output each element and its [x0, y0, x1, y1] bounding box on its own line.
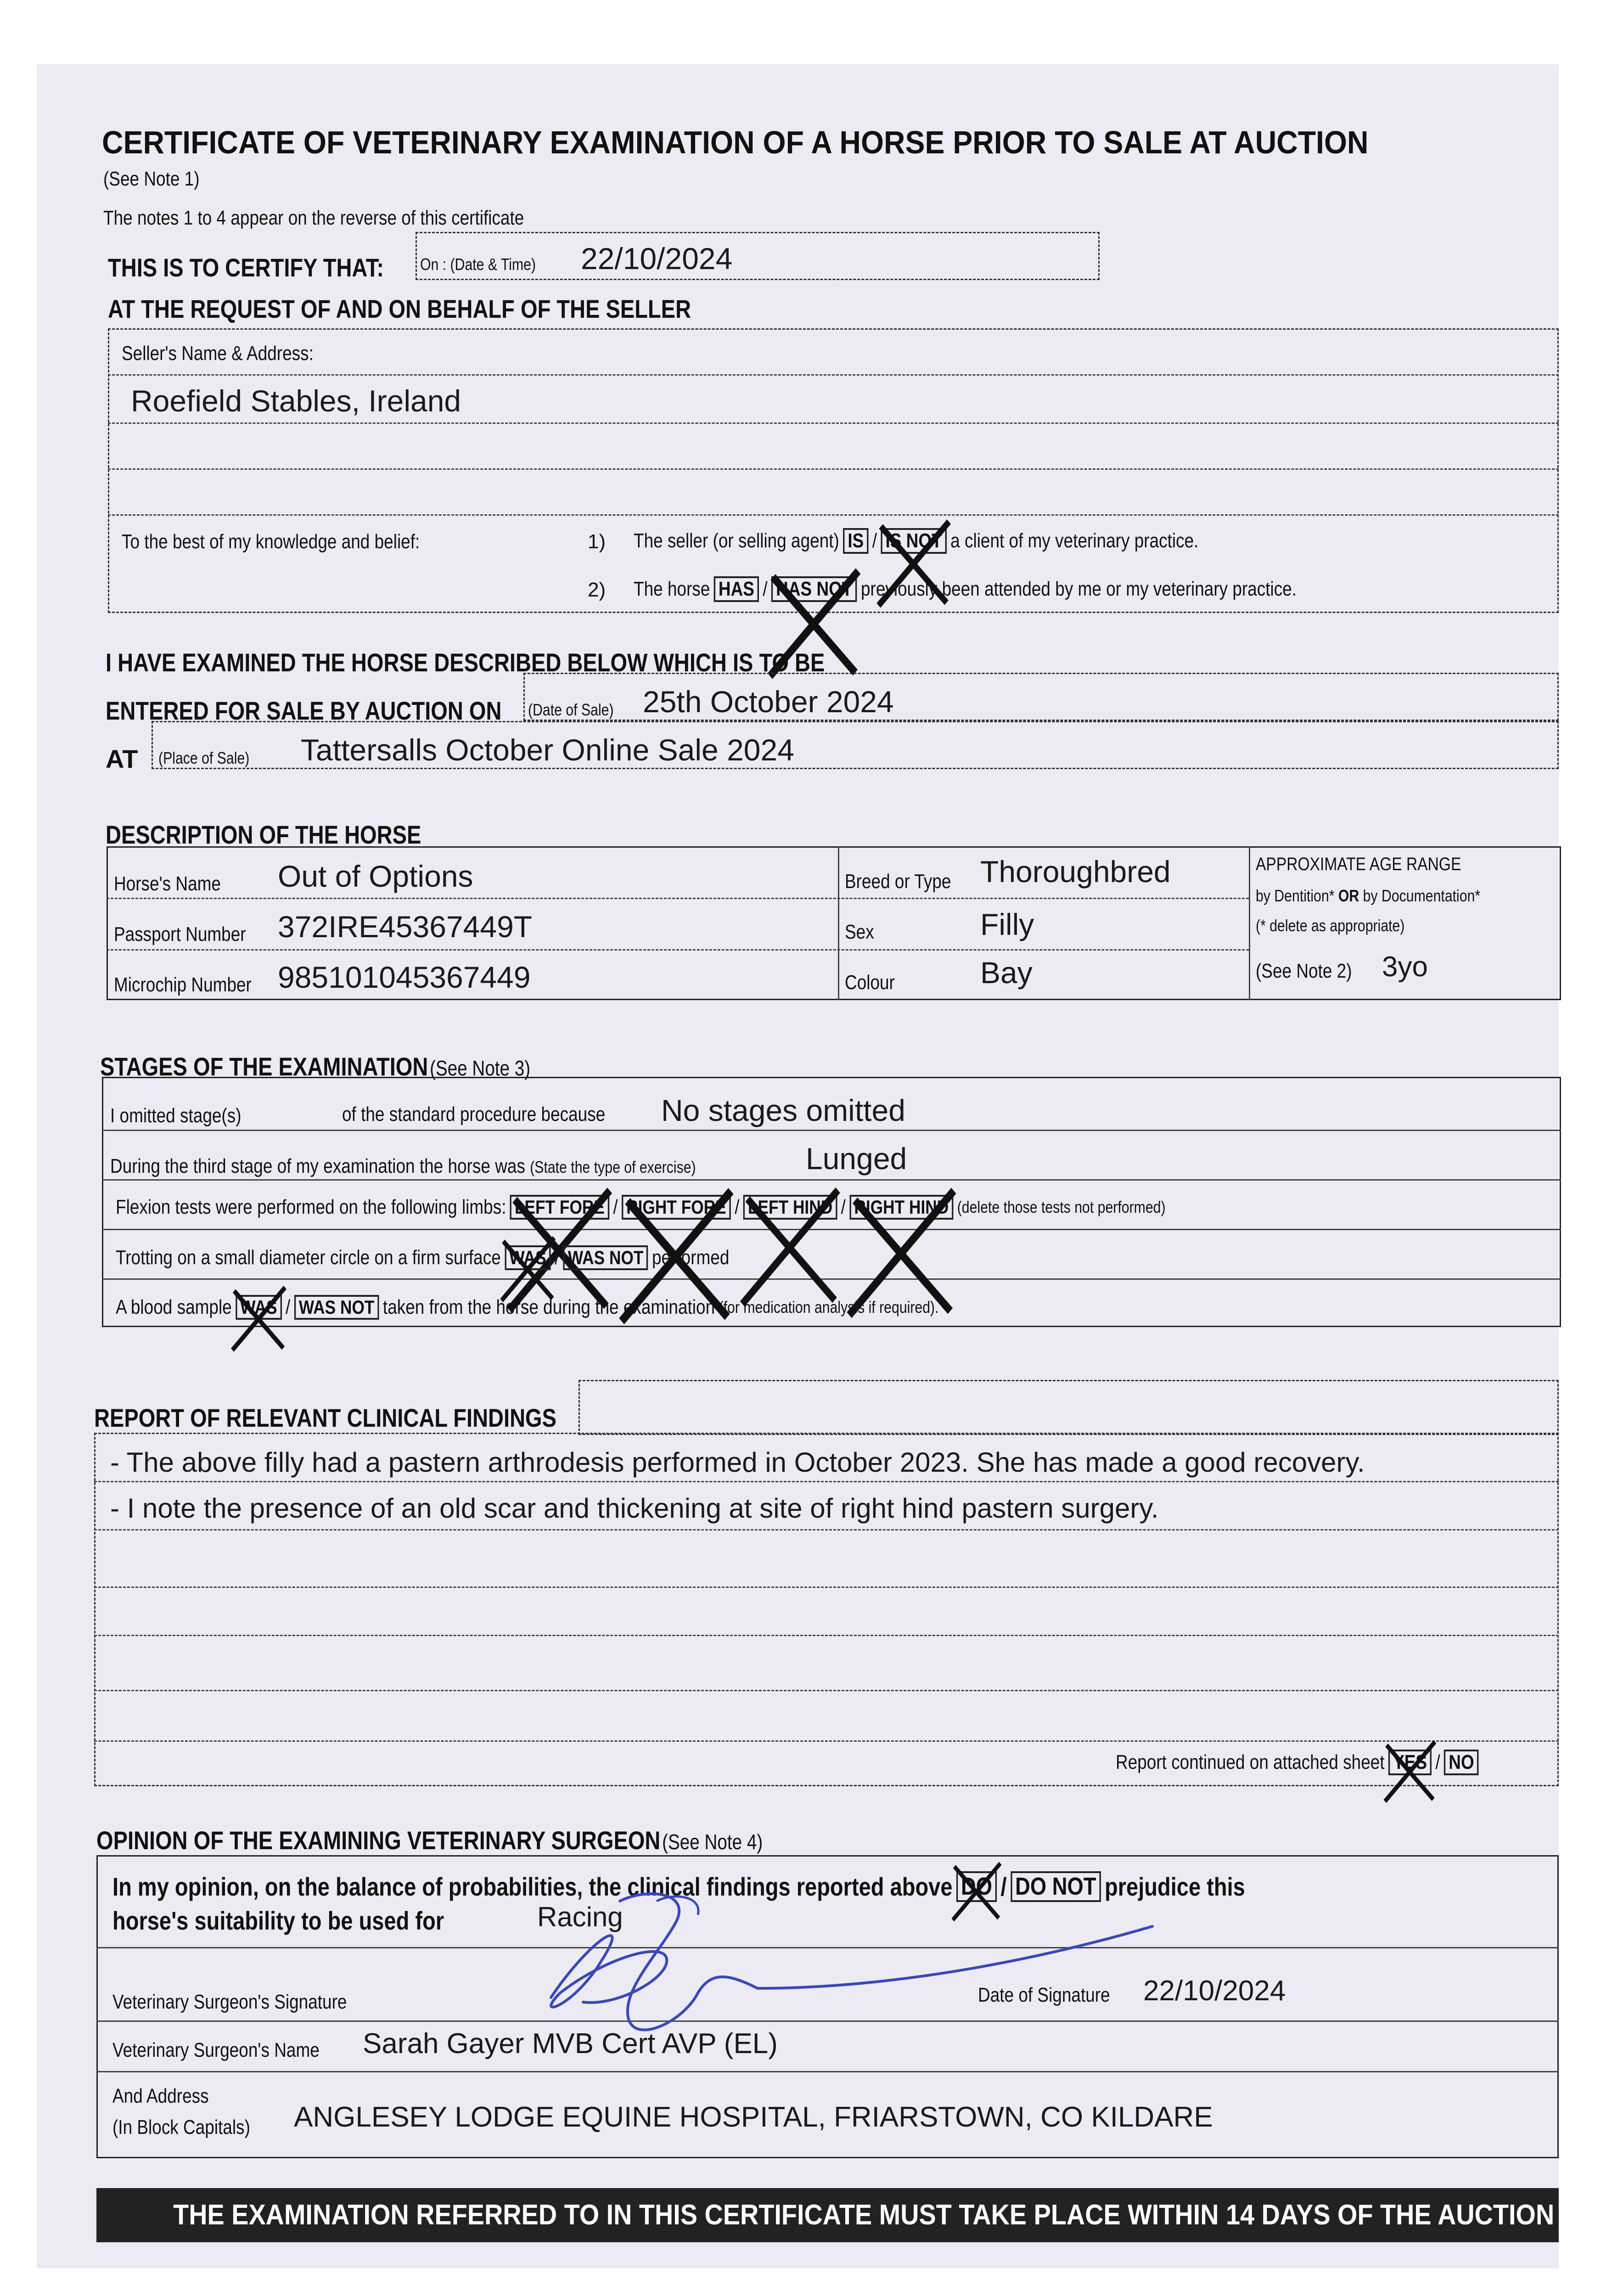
item2-post: previously been attended by me or my veterinary practice.	[860, 578, 1297, 601]
colour-label: Colour	[845, 971, 895, 994]
see-note-1: (See Note 1)	[103, 168, 200, 190]
certificate-title: CERTIFICATE OF VETERINARY EXAMINATION OF A HORSE PRIOR TO SALE AT AUCTION	[102, 124, 1369, 160]
place-of-sale-label: (Place of Sale)	[158, 748, 250, 767]
opinion-heading: OPINION OF THE EXAMINING VETERINARY SURGEON (See Note 4)	[96, 1826, 763, 1855]
sex-value: Filly	[980, 907, 1034, 941]
left-hind-option[interactable]: LEFT HIND	[743, 1195, 837, 1220]
seller-name-address: Roefield Stables, Ireland	[131, 384, 461, 418]
on-date-time-label: On : (Date & Time)	[420, 255, 536, 274]
seller-box	[108, 328, 1559, 613]
item1-pre: The seller (or selling agent)	[634, 529, 839, 552]
place-of-sale-value: Tattersalls October Online Sale 2024	[301, 733, 794, 767]
microchip-value: 985101045367449	[278, 960, 531, 994]
trot-was-option[interactable]: WAS	[505, 1245, 551, 1270]
examined-heading-2: ENTERED FOR SALE BY AUCTION ON	[106, 696, 502, 725]
sex-label: Sex	[845, 921, 874, 943]
report-heading: REPORT OF RELEVANT CLINICAL FINDINGS	[94, 1403, 557, 1432]
signature-label: Veterinary Surgeon's Signature	[112, 1991, 347, 2013]
at-label: AT	[106, 744, 138, 773]
breed-value: Thoroughbred	[980, 855, 1171, 889]
age-value: 3yo	[1382, 951, 1428, 983]
report-line-1: - The above filly had a pastern arthrodesis performed in October 2023. She has made a good recovery.	[110, 1447, 1365, 1478]
flexion-row: Flexion tests were performed on the following limbs: LEFT FORE / RIGHT FORE / LEFT HIND / RIGHT HIND (delete those tests not performed)	[116, 1195, 1166, 1220]
omitted-label: I omitted stage(s)	[110, 1104, 241, 1127]
date-of-signature-label: Date of Signature	[978, 1984, 1110, 2006]
trotting-row: Trotting on a small diameter circle on a firm surface WAS / WAS NOT performed	[116, 1245, 729, 1270]
do-not-option[interactable]: DO NOT	[1011, 1871, 1101, 1902]
third-stage-label: During the third stage of my examination the horse was (State the type of exercise)	[110, 1155, 696, 1177]
report-box	[94, 1433, 1559, 1786]
suitability-use-value: Racing	[537, 1902, 623, 1932]
stages-heading: STAGES OF THE EXAMINATION (See Note 3)	[100, 1052, 531, 1081]
address-block-capitals-label: (In Block Capitals)	[112, 2116, 250, 2138]
colour-value: Bay	[980, 956, 1033, 990]
knowledge-item2: The horse HAS / HAS NOT previously been attended by me or my veterinary practice.	[634, 576, 1297, 602]
footer-banner: THE EXAMINATION REFERRED TO IN THIS CERTIFICATE MUST TAKE PLACE WITHIN 14 DAYS OF THE AUCTION	[96, 2188, 1559, 2242]
date-of-sale-value: 25th October 2024	[643, 685, 894, 719]
is-not-option[interactable]: IS NOT	[881, 528, 946, 554]
date-of-sale-label: (Date of Sale)	[528, 700, 614, 719]
vet-name-label: Veterinary Surgeon's Name	[112, 2039, 320, 2061]
opinion-line-2: horse's suitability to be used for	[112, 1906, 444, 1935]
age-delete-note: (* delete as appropriate)	[1256, 916, 1405, 935]
knowledge-item1: The seller (or selling agent) IS / IS NOT a client of my veterinary practice.	[634, 528, 1198, 554]
description-heading: DESCRIPTION OF THE HORSE	[106, 820, 421, 849]
microchip-label: Microchip Number	[114, 974, 252, 996]
report-continued-row: Report continued on attached sheet YES / NO	[1116, 1750, 1479, 1775]
examined-heading-1: I HAVE EXAMINED THE HORSE DESCRIBED BELOW WHICH IS TO BE	[106, 648, 825, 677]
age-heading: APPROXIMATE AGE RANGE	[1256, 854, 1461, 874]
blood-row: A blood sample WAS / WAS NOT taken from the horse during the examination (for medication analysis if required).	[116, 1295, 939, 1320]
item1-post: a client of my veterinary practice.	[950, 529, 1199, 552]
left-fore-option[interactable]: LEFT FORE	[510, 1195, 609, 1220]
date-of-signature-value: 22/10/2024	[1143, 1975, 1286, 2007]
age-method: by Dentition* OR by Documentation*	[1256, 886, 1481, 905]
right-fore-option[interactable]: RIGHT FORE	[622, 1195, 731, 1220]
age-see-note: (See Note 2)	[1256, 960, 1352, 982]
breed-label: Breed or Type	[845, 870, 951, 893]
seller-label: Seller's Name & Address:	[122, 342, 314, 365]
passport-label: Passport Number	[114, 923, 246, 945]
trot-was-not-option[interactable]: WAS NOT	[563, 1245, 648, 1270]
continued-no-option[interactable]: NO	[1444, 1750, 1479, 1775]
item2-pre: The horse	[634, 578, 710, 601]
opinion-line-1: In my opinion, on the balance of probabilities, the clinical findings reported above DO / DO NOT prejudice this	[112, 1871, 1245, 1902]
has-not-option[interactable]: HAS NOT	[771, 576, 857, 602]
vet-name-value: Sarah Gayer MVB Cert AVP (EL)	[363, 2028, 778, 2060]
signature-scribble-icon	[482, 1883, 1194, 2057]
continued-yes-option[interactable]: YES	[1388, 1750, 1432, 1775]
is-option[interactable]: IS	[843, 528, 868, 554]
knowledge-label: To the best of my knowledge and belief:	[122, 530, 420, 553]
third-stage-value: Lunged	[806, 1142, 907, 1176]
omitted-value: No stages omitted	[661, 1093, 905, 1127]
knowledge-item2-num: 2)	[588, 579, 606, 601]
horse-name-label: Horse's Name	[114, 872, 221, 895]
certify-label: THIS IS TO CERTIFY THAT:	[108, 253, 384, 282]
horse-name-value: Out of Options	[278, 859, 473, 893]
address-label: And Address	[112, 2085, 209, 2107]
right-hind-option[interactable]: RIGHT HIND	[849, 1195, 953, 1220]
certify-date-value: 22/10/2024	[581, 242, 733, 276]
omitted-because: of the standard procedure because	[342, 1103, 606, 1125]
request-heading: AT THE REQUEST OF AND ON BEHALF OF THE SELLER	[108, 294, 691, 323]
knowledge-item1-num: 1)	[588, 530, 606, 553]
address-value: ANGLESEY LODGE EQUINE HOSPITAL, FRIARSTOWN, CO KILDARE	[294, 2101, 1213, 2133]
blood-was-not-option[interactable]: WAS NOT	[294, 1295, 379, 1320]
report-line-2: - I note the presence of an old scar and thickening at site of right hind pastern surgery.	[110, 1493, 1159, 1524]
blood-was-option[interactable]: WAS	[236, 1295, 282, 1320]
do-option[interactable]: DO	[956, 1871, 997, 1902]
has-option[interactable]: HAS	[714, 576, 759, 602]
report-heading-field	[578, 1380, 1559, 1435]
notes-line: The notes 1 to 4 appear on the reverse of this certificate	[103, 207, 524, 229]
passport-value: 372IRE45367449T	[278, 910, 533, 944]
